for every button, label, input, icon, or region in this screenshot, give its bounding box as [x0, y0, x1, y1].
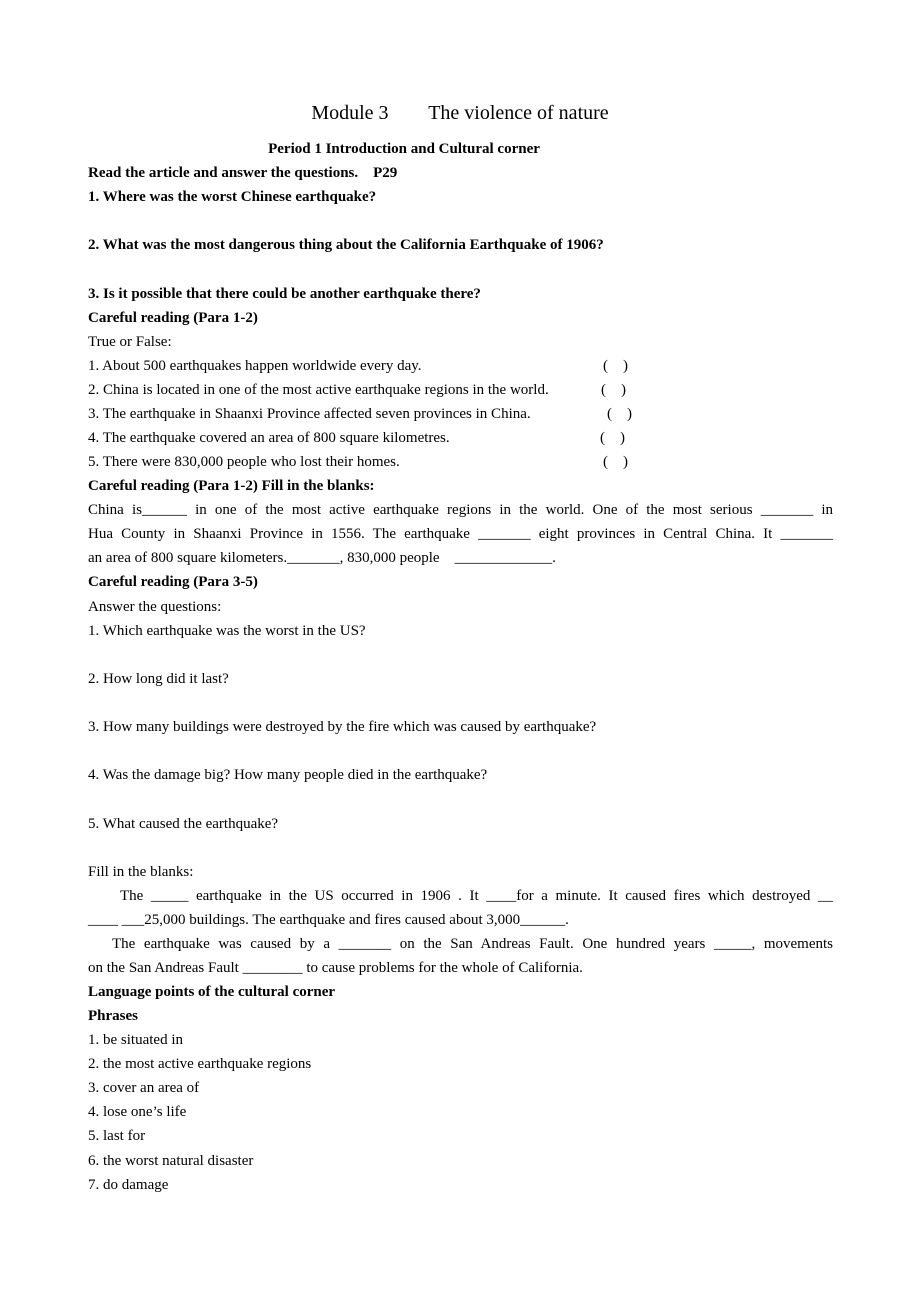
- blanks-heading: Careful reading (Para 1-2) Fill in the blanks:: [88, 478, 375, 494]
- fill-paragraph-line: on the San Andreas Fault ________ to cause problems for the whole of California.: [88, 960, 583, 976]
- tf-heading: Careful reading (Para 1-2): [88, 310, 258, 326]
- blanks-paragraph-line: an area of 800 square kilometers._______, 830,000 people _____________.: [88, 550, 556, 566]
- tf-item: 4. The earthquake covered an area of 800 square kilometres.: [88, 430, 450, 446]
- phrase-item: 1. be situated in: [88, 1032, 183, 1048]
- tf-item: 1. About 500 earthquakes happen worldwide every day.: [88, 358, 422, 374]
- module-number: Module 3: [311, 102, 389, 124]
- language-heading: Language points of the cultural corner: [88, 984, 336, 1000]
- qa-question: 3. How many buildings were destroyed by the fire which was caused by earthquake?: [88, 719, 597, 735]
- qa-instruction: Answer the questions:: [88, 599, 222, 615]
- tf-instruction: True or False:: [88, 334, 172, 350]
- fill-paragraph-line: ____ ___25,000 buildings. The earthquake and fires caused about 3,000______.: [88, 912, 569, 928]
- qa-question: 4. Was the damage big? How many people died in the earthquake?: [88, 767, 488, 783]
- tf-item: 3. The earthquake in Shaanxi Province affected seven provinces in China.: [88, 406, 531, 422]
- tf-item: 2. China is located in one of the most active earthquake regions in the world.: [88, 382, 549, 398]
- phrase-item: 7. do damage: [88, 1177, 169, 1193]
- intro-question-2: 2. What was the most dangerous thing about the California Earthquake of 1906?: [88, 237, 604, 253]
- intro-question-3: 3. Is it possible that there could be another earthquake there?: [88, 286, 481, 302]
- fill-paragraph-line: The earthquake was caused by a _______ on the San Andreas Fault. One hundred years _____, movements: [112, 936, 833, 952]
- fill-paragraph-line: The _____ earthquake in the US occurred in 1906 . It ____for a minute. It caused fires which destroyed __: [120, 888, 833, 904]
- qa-question: 5. What caused the earthquake?: [88, 816, 279, 832]
- blanks-paragraph-line: Hua County in Shaanxi Province in 1556. The earthquake _______ eight provinces in Central China. It _______: [88, 526, 833, 542]
- qa-question: 2. How long did it last?: [88, 671, 229, 687]
- intro-question-1: 1. Where was the worst Chinese earthquake?: [88, 189, 377, 205]
- fill-blanks-instruction: Fill in the blanks:: [88, 864, 194, 880]
- tf-answer-bracket[interactable]: ( ): [603, 454, 628, 470]
- tf-answer-bracket[interactable]: ( ): [607, 406, 632, 422]
- module-name: The violence of nature: [428, 102, 609, 124]
- blanks-paragraph-line: China is______ in one of the most active earthquake regions in the world. One of the most serious _______ in: [88, 502, 833, 518]
- phrase-item: 4. lose one’s life: [88, 1104, 187, 1120]
- reading-instruction: Read the article and answer the questions. P29: [88, 165, 398, 181]
- qa-question: 1. Which earthquake was the worst in the US?: [88, 623, 366, 639]
- tf-answer-bracket[interactable]: ( ): [603, 358, 628, 374]
- tf-item: 5. There were 830,000 people who lost their homes.: [88, 454, 400, 470]
- phrase-item: 3. cover an area of: [88, 1080, 200, 1096]
- phrase-item: 6. the worst natural disaster: [88, 1153, 254, 1169]
- tf-answer-bracket[interactable]: ( ): [600, 430, 625, 446]
- tf-answer-bracket[interactable]: ( ): [601, 382, 626, 398]
- qa-heading: Careful reading (Para 3-5): [88, 574, 258, 590]
- phrases-heading: Phrases: [88, 1008, 138, 1024]
- period-title: Period 1 Introduction and Cultural corner: [268, 141, 540, 157]
- module-title: [0, 101, 920, 125]
- phrase-item: 5. last for: [88, 1128, 146, 1144]
- phrase-item: 2. the most active earthquake regions: [88, 1056, 312, 1072]
